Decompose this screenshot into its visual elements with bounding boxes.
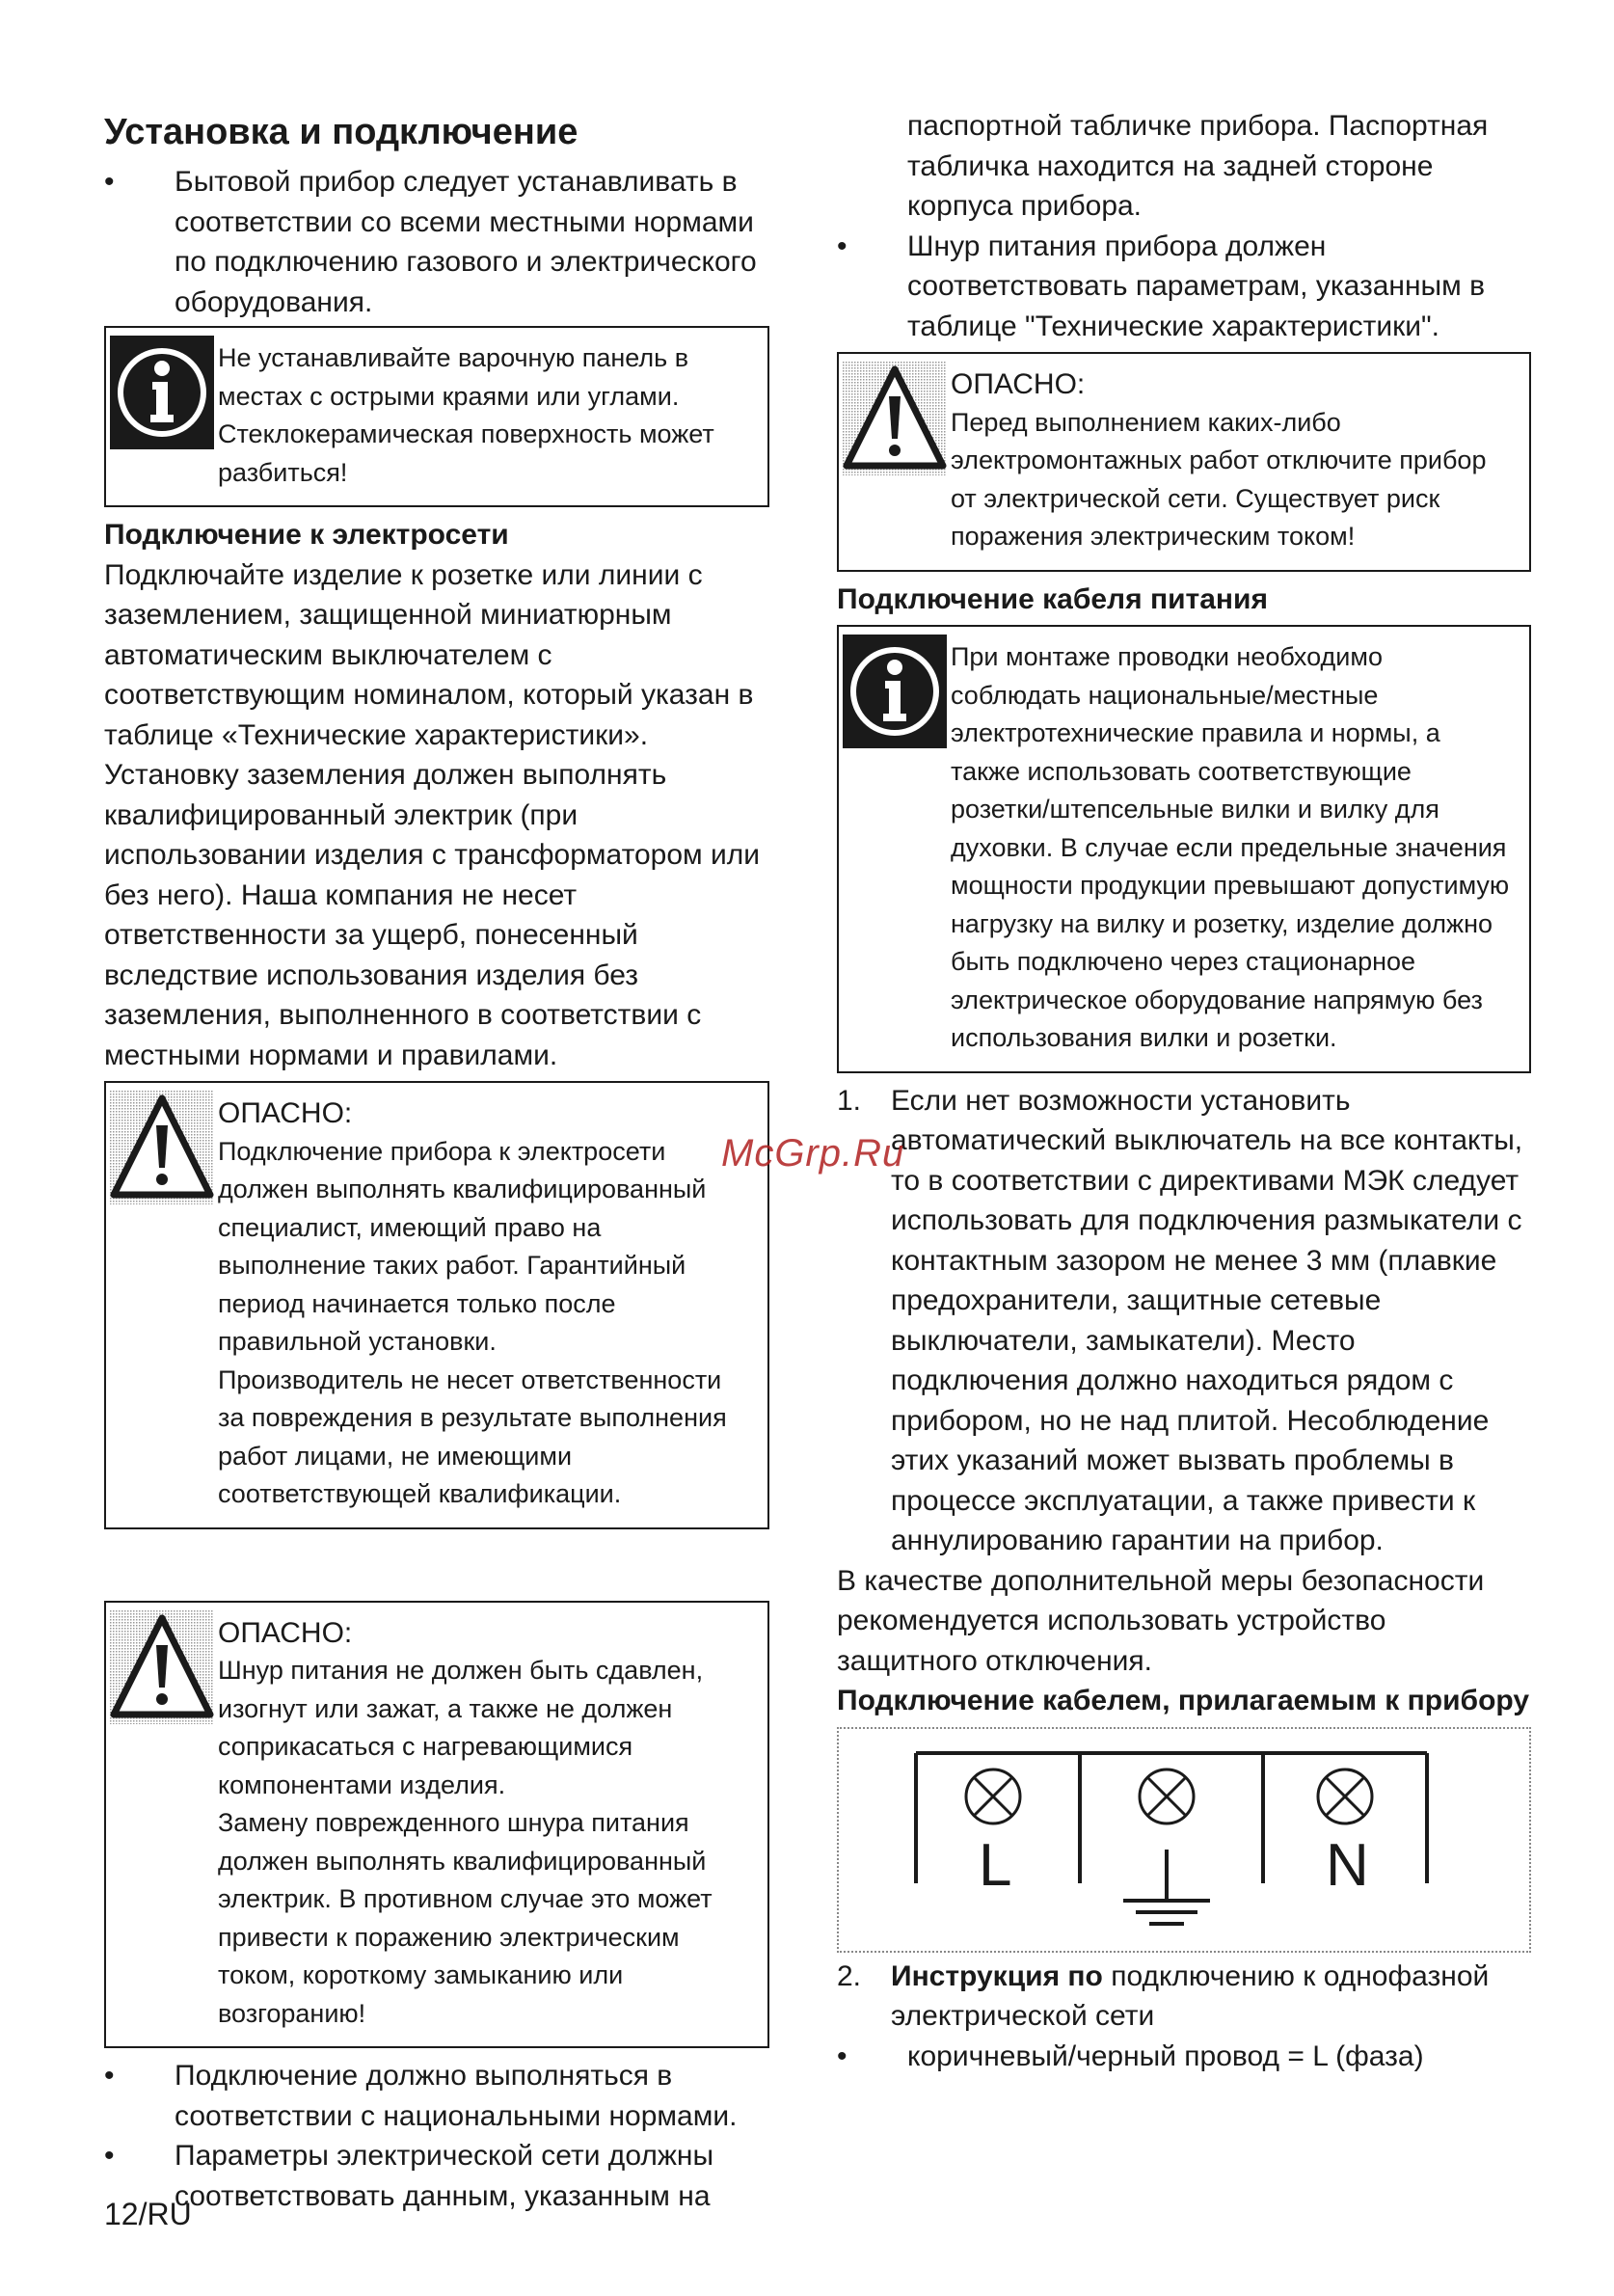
neutral-label: N [1326,1831,1369,1899]
numbered-item-2 [837,1957,1531,2037]
danger-box-qualified [104,1081,769,1529]
ground-icon [1123,1850,1210,1924]
continuation-text: паспортной табличке прибора. Паспортная табличка находится на задней стороне корпуса прибора. [907,110,1489,222]
info-icon [843,635,947,748]
danger-text: Замену поврежденного шнура питания должен выполнять квалифицированный электрик. В противном случае это может привести к поражению электрическим током, короткому замыканию или возгоранию! [218,1808,713,2028]
right-column [837,106,1531,2076]
power-heading: Подключение к электросети [104,519,509,551]
item-number: 2. [837,1959,862,1992]
danger-heading: ОПАСНО: [218,1616,353,1649]
page-title: Установка и подключение [104,112,578,152]
extra-safety-text: В качестве дополнительной меры безопасности рекомендуется использовать устройство защитного отключения. [837,1564,1485,1677]
item-bold-text: Инструкция по [891,1959,1103,1992]
supplied-cable-heading: Подключение кабелем, прилагаемым к прибору [837,1685,1530,1716]
danger-box-disconnect [837,352,1531,572]
phase-label: L [979,1831,1012,1899]
bullet-cord-params: • Шнур питания прибора должен соответствовать параметрам, указанным в таблице "Технические характеристики". [837,227,1531,347]
power-text: Подключайте изделие к розетке или линии с заземлением, защищенной миниатюрным автоматическим выключателем с соответствующим номиналом, который указан в таблице «Технические характеристики». Установку заземления должен выполнять квалифицированный электрик (при использовании изделия с трансформатором или без него). Наша компания не несет ответственности за ущерб, понесенный вследствие использования изделия без заземления, выполненного в соответствии с местными нормами и правилами. [104,558,761,1071]
info-icon [110,336,214,449]
numbered-item-1 [837,1081,1531,1561]
intro-bullet: • Бытовой прибор следует устанавливать в соответствии со всеми местными нормами по подключению газового и электрического оборудования. [104,162,769,322]
danger-text: Подключение прибора к электросети должен выполнять квалифицированный специалист, имеющий право на выполнение таких работ. Гарантийный период начинается только после правильной установки. [218,1136,707,1356]
warning-icon [843,362,947,475]
item-text: подключению к однофазной электрической сети [891,1959,1490,2032]
wiring-diagram [837,1727,1531,1953]
lamp-icon [966,1769,1020,1823]
bullet-brown-wire: • коричневый/черный провод = L (фаза) [837,2037,1531,2077]
watermark-logo: McGrp.Ru [721,1132,905,1175]
cable-heading: Подключение кабеля питания [837,582,1268,615]
lamp-icon [1140,1769,1194,1823]
lamp-icon [1318,1769,1372,1823]
item-number: 1. [837,1084,862,1117]
bullet-network-params: • Параметры электрической сети должны соответствовать данным, указанным на [104,2136,769,2216]
info-box-wiring [837,625,1531,1073]
info-box-edges [104,326,769,507]
danger-heading: ОПАСНО: [218,1097,353,1129]
danger-text: Перед выполнением каких-либо электромонтажных работ отключите прибор от электрической сети. Существует риск поражения электрическим током! [951,407,1487,551]
left-column [104,108,769,2216]
danger-heading: ОПАСНО: [951,368,1086,400]
page-number: 12/RU [104,2197,192,2231]
wiring-diagram-svg [839,1729,1504,1951]
warning-icon [110,1610,214,1724]
warning-icon [110,1091,214,1204]
item-text: Если нет возможности установить автоматический выключатель на все контакты, то в соответствии с директивами МЭК следует использовать для подключения размыкатели с контактным зазором не менее 3 мм (плавкие предохранители, защитные сетевые выключатели, замыкатели). Место подключения должно находиться рядом с прибором, но не над плитой. Несоблюдение этих указаний может вызвать проблемы в процессе эксплуатации, а также привести к аннулированию гарантии на прибор. [891,1084,1523,1556]
danger-text: Производитель не несет ответственности за повреждения в результате выполнения работ лицами, не имеющими соответствующей квалификации. [218,1364,727,1508]
bullet-national-norms: • Подключение должно выполняться в соответствии с национальными нормами. [104,2056,769,2136]
danger-text: Шнур питания не должен быть сдавлен, изогнут или зажат, а также не должен соприкасаться с нагревающимися компонентами изделия. [218,1656,704,1799]
info-box-text: При монтаже проводки необходимо соблюдать национальные/местные электротехнические правила и нормы, а также использовать соответствующие розетки/штепсельные вилки и вилку для духовки. В случае если предельные значения мощности продукции превышают допустимую нагрузку на вилку и розетку, изделие должно быть подключено через стационарное электрическое оборудование напрямую без использования вилки и розетки. [951,642,1510,1052]
info-box-text: Не устанавливайте варочную панель в местах с острыми краями или углами. Стеклокерамическая поверхность может разбиться! [218,343,714,487]
danger-box-cord [104,1601,769,2049]
